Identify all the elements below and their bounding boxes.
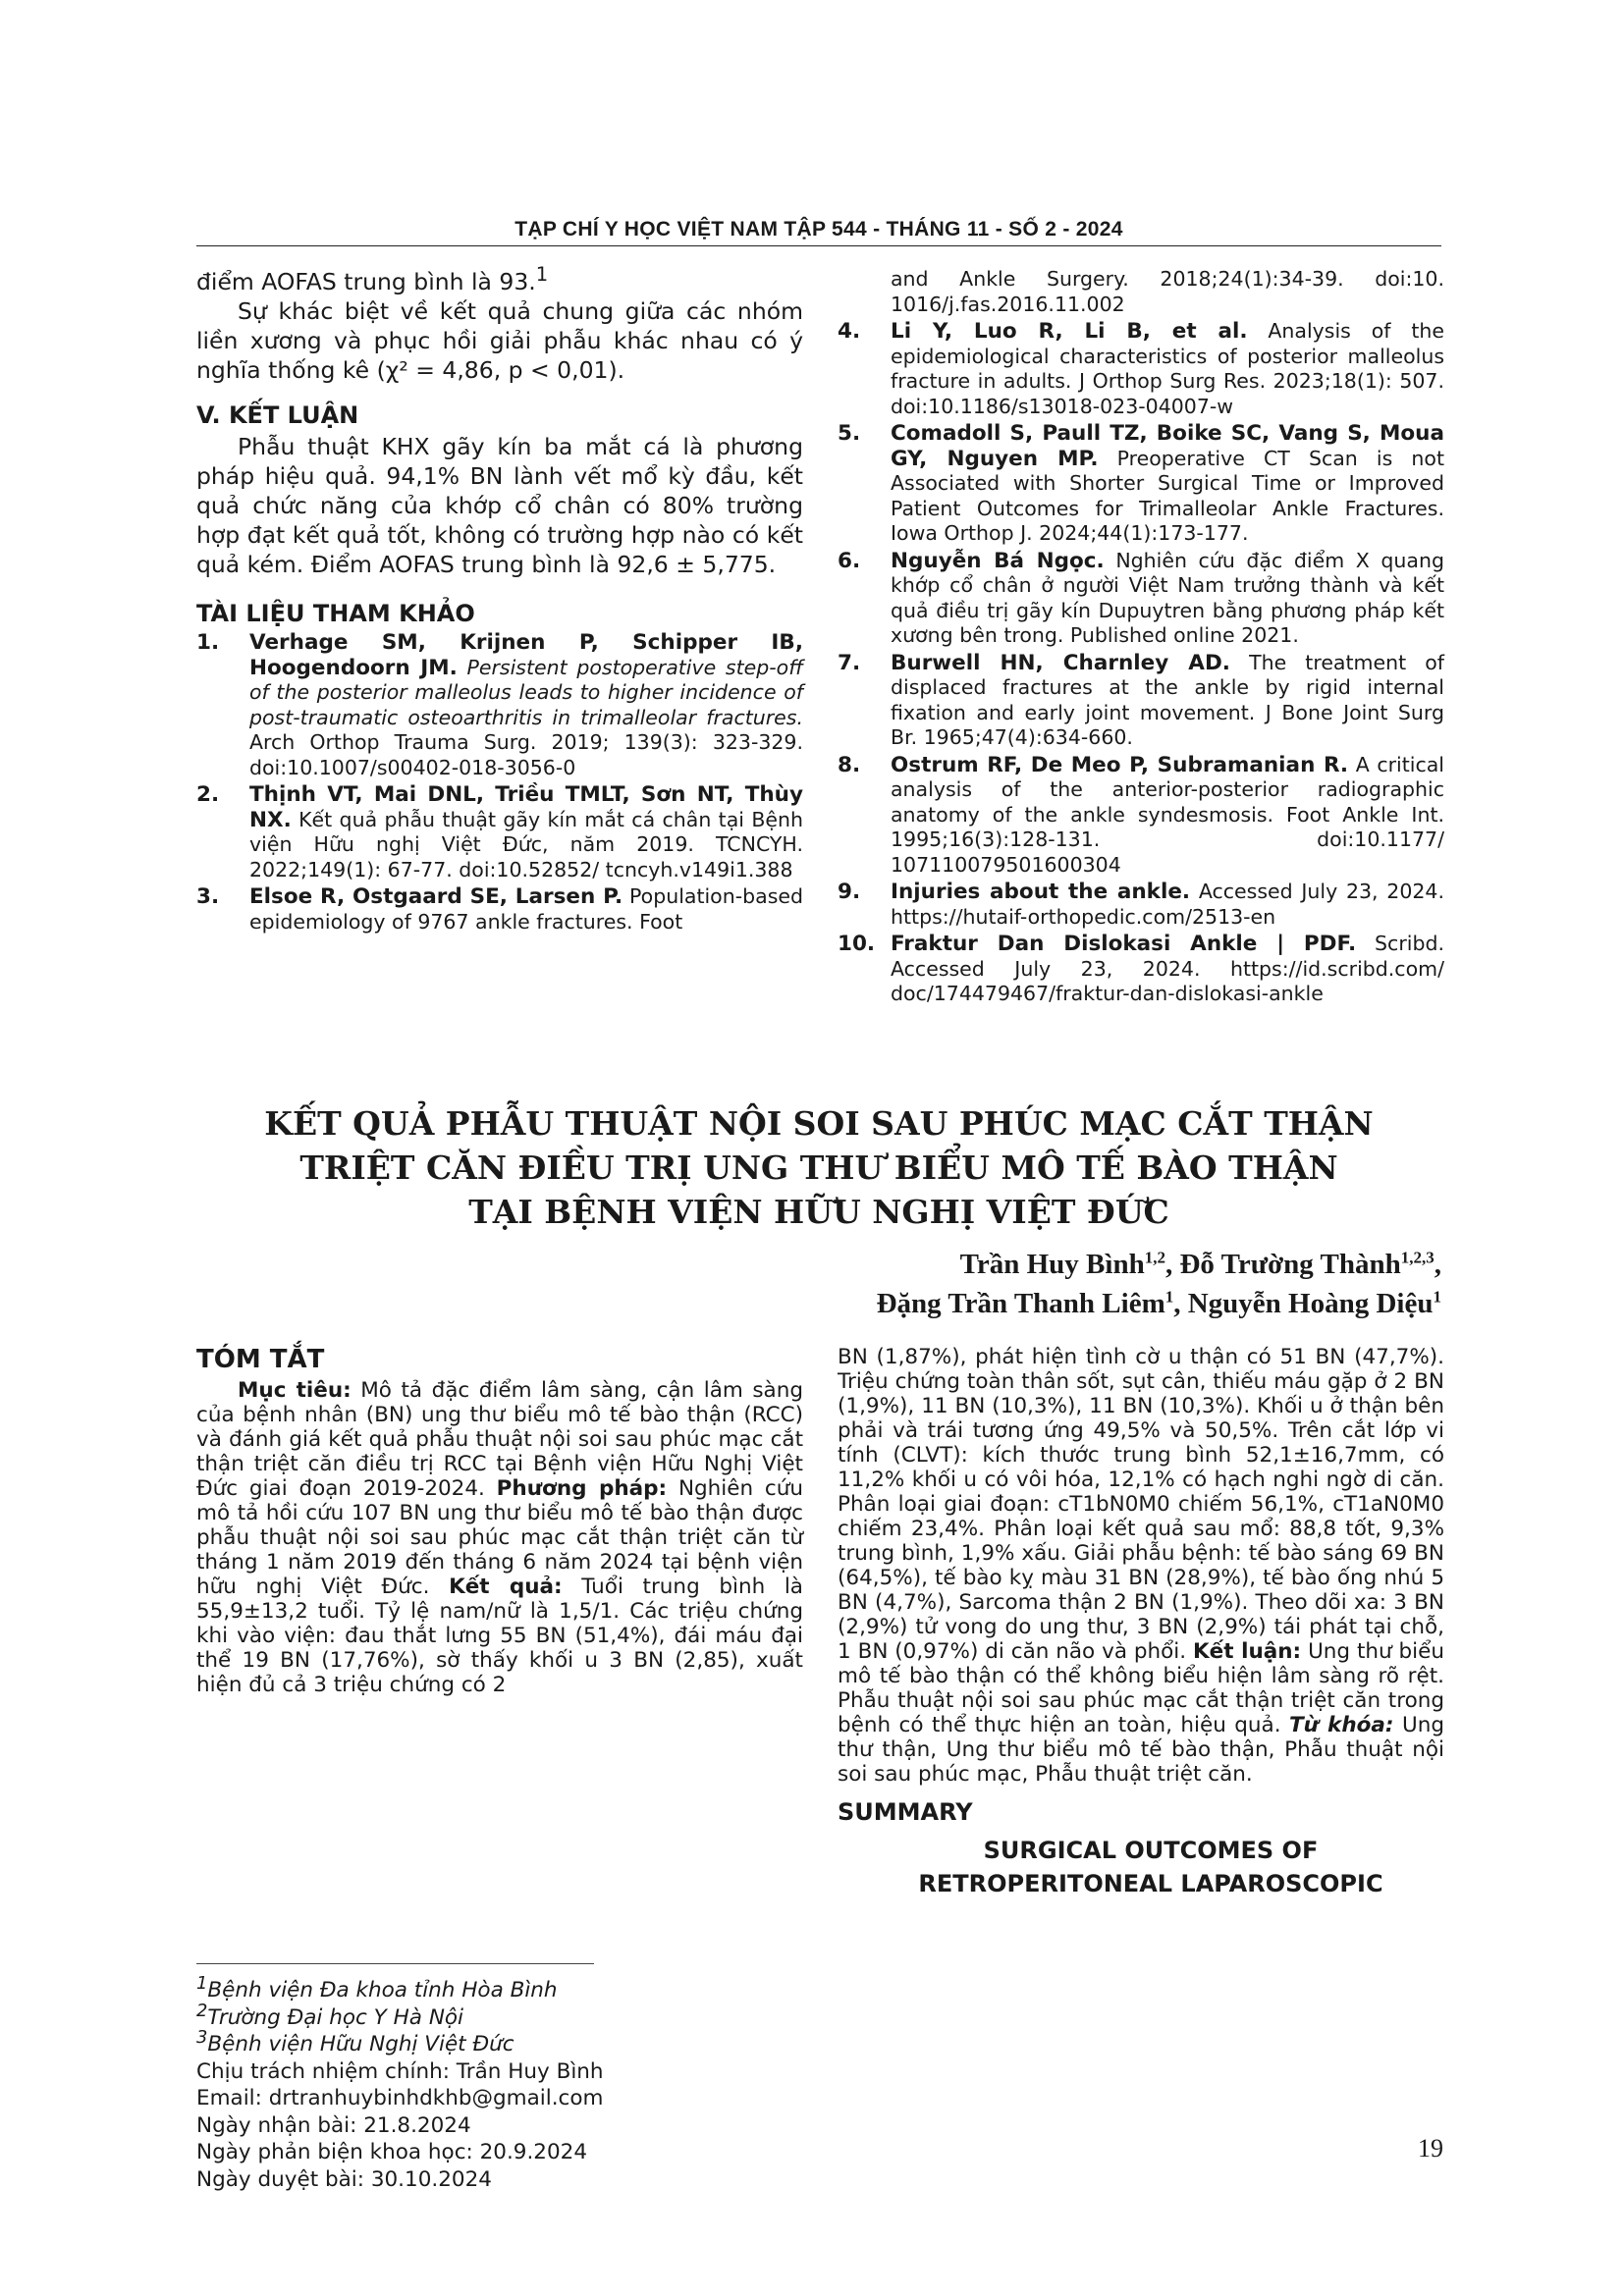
conclusion-heading: V. KẾT LUẬN [196, 401, 359, 429]
affiliation: $^2$Trường Đại học Y Hà Nội [196, 2000, 464, 2030]
abstract-text-continued: BN (1,87%), phát hiện tình cờ u thận có 51 BN (47,7%). Triệu chứng toàn thân sốt, sụt cân, thiếu máu gặp ở 2 BN (1,9%), 11 BN (10,3%), 11 BN (10,3%). Khối u ở thận bên phải và trái tương ứng 49,5% và 50,5%. Trên cắt lớp vi tính (CLVT): kích thước trung bình 52,1±16,7mm, có 11,2% khối u có vôi hóa, 12,1% có hạch nghi ngờ di căn. Phân loại giai đoạn: cT1bN0M0 chiếm 56,1%, cT1aN0M0 chiếm 23,4%. Phân loại kết quả sau mổ: 88,8 tốt, 9,3% trung bình, 1,9% xấu. Giải phẫu bệnh: tế bào sáng 69 BN (64,5%), tế bào kỵ màu 31 BN (28,9%), tế bào ống nhú 5 BN (4,7%), Sarcoma thận 2 BN (1,9%). Theo dõi xa: 3 BN (2,9%) tử vong do ung thư, 3 BN (2,9%) tái phát tại chỗ, 1 BN (0,97%) di căn não và phổi. Kết luận: Ung thư biểu mô tế bào thận có thể không biểu hiện lâm sàng rõ rệt. Phẫu thuật nội soi sau phúc mạc cắt thận triệt căn trong bệnh có thể thực hiện an toàn, hiệu quả. Từ khóa: Ung thư thận, Ung thư biểu mô tế bào thận, Phẫu thuật nội soi sau phúc mạc, Phẫu thuật triệt căn. [838, 1345, 1445, 1787]
reference-continued: and Ankle Surgery. 2018;24(1):34-39. doi:10. 1016/j.fas.2016.11.002 [891, 267, 1444, 316]
footnotes [196, 1972, 803, 2193]
author-name: Đỗ Trường Thành [1179, 1249, 1401, 1280]
journal-header: TẠP CHÍ Y HỌC VIỆT NAM TẬP 544 - THÁNG 11 - SỐ 2 - 2024 [514, 218, 1123, 240]
reference-item: 6. Nguyễn Bá Ngọc. Nghiên cứu đặc điểm X quang khớp cổ chân ở người Việt Nam trưởng thành và kết quả điều trị gãy kín Dupuytren bằng phương pháp kết xương bên trong. Published online 2021. [838, 548, 1444, 647]
references-heading: TÀI LIỆU THAM KHẢO [196, 600, 475, 627]
received-date: Ngày nhận bài: 21.8.2024 [196, 2112, 471, 2138]
footnote-rule [196, 1963, 594, 1964]
prev-article-right-column [838, 267, 1444, 1009]
reference-item: 9. Injuries about the ankle. Accessed July 23, 2024. https://hutaif-orthopedic.com/2513-en [838, 880, 1444, 929]
results-paragraph-end: điểm AOFAS trung bình là 93.$^1$ [196, 263, 549, 295]
abstract-heading: TÓM TẮT [196, 1345, 325, 1374]
article-authors: Trần Huy Bình$^{1,2}$, Đỗ Trường Thành$^{1,2,3}$, Đặng Trần Thanh Liêm$^1$, Nguyễn Hoàng Diệu$^1$ [876, 1248, 1441, 1319]
affiliation: $^3$Bệnh viện Hữu Nghị Việt Đức [196, 2026, 514, 2056]
summary-heading: SUMMARY [838, 1798, 973, 1826]
reference-item: 7. Burwell HN, Charnley AD. The treatment of displaced fractures at the ankle by rigid internal fixation and early joint movement. J Bone Joint Surg Br. 1965;47(4):634-660. [838, 650, 1444, 749]
page-number: 19 [1418, 2134, 1443, 2163]
reference-item: 5. Comadoll S, Paull TZ, Boike SC, Vang S, Moua GY, Nguyen MP. Preoperative CT Scan is not Associated with Shorter Surgical Time or Improved Patient Outcomes for Trimalleolar Ankle Fractures. Iowa Orthop J. 2024;44(1):173-177. [838, 421, 1444, 545]
email: Email: drtranhuybinhdkhb@gmail.com [196, 2086, 604, 2110]
affiliation: $^1$Bệnh viện Đa khoa tỉnh Hòa Bình [196, 1972, 558, 2002]
reference-item: 8. Ostrum RF, De Meo P, Subramanian R. A critical analysis of the anterior-posterior radiographic anatomy of the ankle syndesmosis. Foot Ankle Int. 1995;16(3):128-131. doi:10.1177/ 107110079501600304 [838, 752, 1444, 877]
prev-article-left-column [196, 263, 803, 936]
article-title: KẾT QUẢ PHẪU THUẬT NỘI SOI SAU PHÚC MẠC CẮT THẬN TRIỆT CĂN ĐIỀU TRỊ UNG THƯ BIỂU MÔ TẾ BÀO THẬN TẠI BỆNH VIỆN HỮU NGHỊ VIỆT ĐỨC [264, 1104, 1374, 1231]
results-paragraph: Sự khác biệt về kết quả chung giữa các nhóm liền xương và phục hồi giải phẫu khác nhau có ý nghĩa thống kê (χ² = 4,86, p < 0,01). [196, 297, 803, 384]
summary-title: SURGICAL OUTCOMES OF RETROPERITONEAL LAPAROSCOPIC [918, 1837, 1383, 1897]
reference-item: 3. Elsoe R, Ostgaard SE, Larsen P. Population-based epidemiology of 9767 ankle fractures. Foot [196, 884, 803, 934]
abstract-left-column [196, 1345, 803, 1697]
abstract-right-column [838, 1345, 1444, 1900]
accepted-date: Ngày duyệt bài: 30.10.2024 [196, 2166, 492, 2192]
reference-item: 2. Thịnh VT, Mai DNL, Triều TMLT, Sơn NT, Thùy NX. Kết quả phẫu thuật gãy kín mắt cá chân tại Bệnh viện Hữu nghị Việt Đức, năm 2019. TCNCYH. 2022;149(1): 67-77. doi:10.52852/ tcncyh.v149i1.388 [196, 782, 803, 881]
reference-item: 4. Li Y, Luo R, Li B, et al. Analysis of the epidemiological characteristics of posterior malleolus fracture in adults. J Orthop Surg Res. 2023;18(1): 507. doi:10.1186/s13018-023-04007-w [838, 319, 1444, 418]
reference-item: 10. Fraktur Dan Dislokasi Ankle | PDF. Scribd. Accessed July 23, 2024. https://id.scribd.com/ doc/174479467/fraktur-dan-dislokasi-ankle [838, 932, 1444, 1005]
author-name: Trần Huy Bình [959, 1249, 1145, 1280]
abstract-text: Mục tiêu: Mô tả đặc điểm lâm sàng, cận lâm sàng của bệnh nhân (BN) ung thư biểu mô tế bào thận (RCC) và đánh giá kết quả phẫu thuật nội soi sau phúc mạc cắt thận triệt căn điều trị RCC tại Bệnh viện Hữu Nghị Việt Đức giai đoạn 2019-2024. Phương pháp: Nghiên cứu mô tả hồi cứu 107 BN ung thư biểu mô tế bào thận được phẫu thuật nội soi sau phúc mạc cắt thận triệt căn từ tháng 1 năm 2019 đến tháng 6 năm 2024 tại bệnh viện hữu nghị Việt Đức. Kết quả: Tuổi trung bình là 55,9±13,2 tuổi. Tỷ lệ nam/nữ là 1,5/1. Các triệu chứng khi vào viện: đau thắt lưng 55 BN (51,4%), đái máu đại thể 19 BN (17,76%), sờ thấy khối u 3 BN (2,85), xuất hiện đủ cả 3 triệu chứng có 2 [196, 1378, 804, 1697]
conclusion-text: Phẫu thuật KHX gãy kín ba mắt cá là phương pháp hiệu quả. 94,1% BN lành vết mổ kỳ đầu, kết quả chức năng của khớp cổ chân có 80% trường hợp đạt kết quả tốt, không có trường hợp nào có kết quả kém. Điểm AOFAS trung bình là 92,6 ± 5,775. [196, 433, 803, 578]
author-name: Nguyễn Hoàng Diệu [1187, 1288, 1434, 1319]
author-name: Đặng Trần Thanh Liêm [876, 1288, 1165, 1319]
header-rule [196, 245, 1441, 246]
reviewed-date: Ngày phản biện khoa học: 20.9.2024 [196, 2140, 588, 2164]
corresponding-author: Chịu trách nhiệm chính: Trần Huy Bình [196, 2058, 604, 2084]
reference-item: 1. Verhage SM, Krijnen P, Schipper IB, Hoogendoorn JM. Persistent postoperative step-off of the posterior malleolus leads to higher incidence of post-traumatic osteoarthritis in trimalleolar fractures. Arch Orthop Trauma Surg. 2019; 139(3): 323-329. doi:10.1007/s00402-018-3056-0 [196, 630, 803, 779]
